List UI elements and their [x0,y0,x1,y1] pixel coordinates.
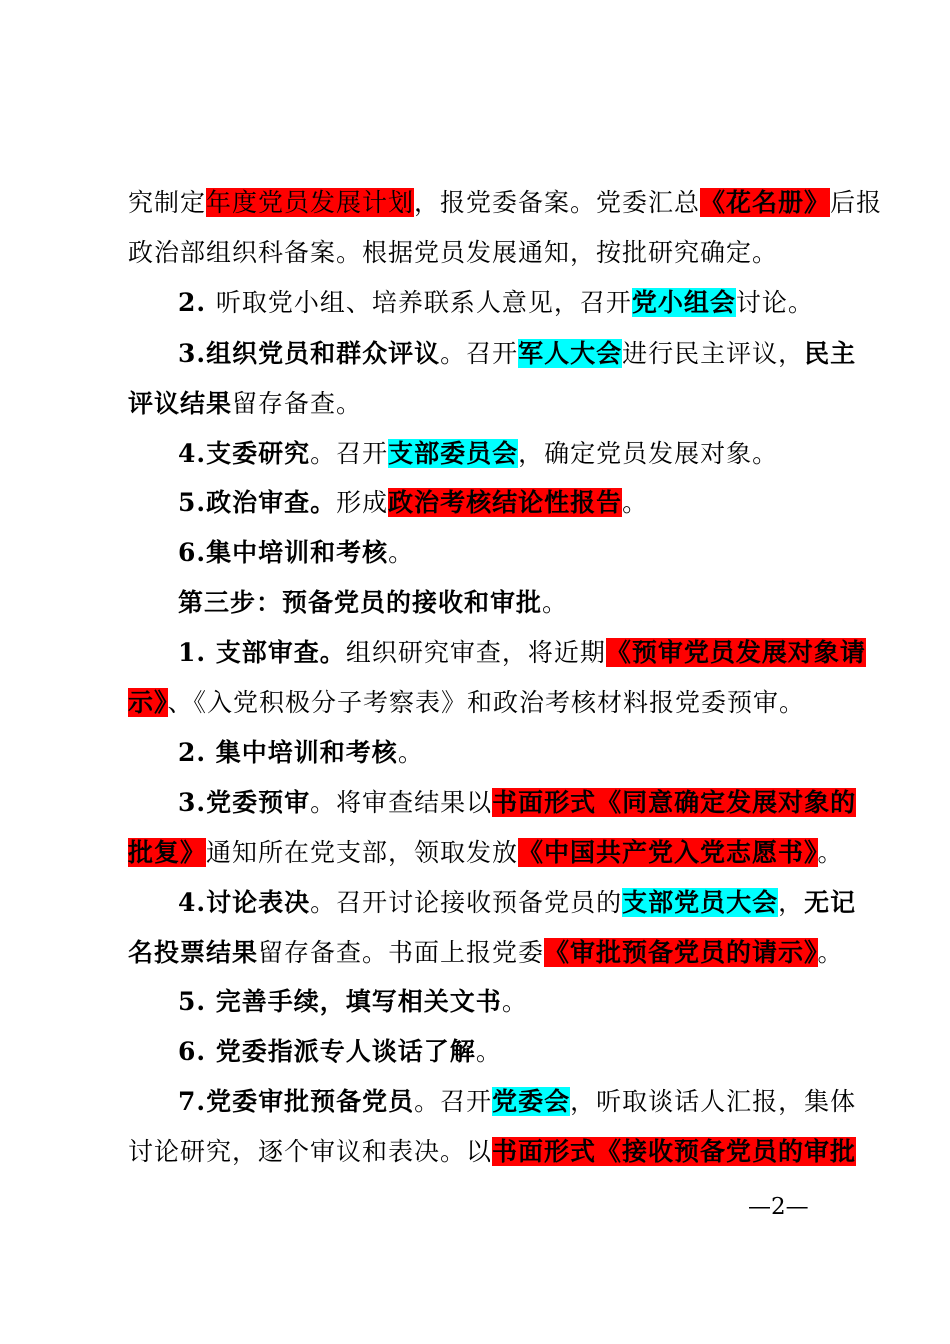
text-segment: 5. 完善手续，填写相关文书 [178,987,502,1016]
highlighted-term: 书面形式《接收预备党员的审批 [492,1137,857,1166]
text-segment: 组织研究审查，将近期 [345,638,606,667]
page-number: —2— [748,1194,809,1220]
text-line [178,1037,832,1067]
highlighted-term: 《预审党员发展对象请 [605,638,866,667]
highlighted-term: 示》 [128,688,168,717]
text-line [178,538,832,568]
text-segment: 、《入党积极分子考察表》和政治考核材料报党委预审。 [167,688,806,717]
text-segment: 后报 [830,188,883,217]
text-line [128,389,832,419]
text-segment: 形成 [336,488,389,517]
text-segment: 。 [817,838,844,867]
text-segment: 。 [475,1037,502,1066]
text-segment: 4.讨论表决 [178,888,311,917]
text-line [178,987,832,1017]
text-segment: 。召开讨论接收预备党员的 [310,888,623,917]
text-line [178,288,832,318]
text-segment: 讨论研究，逐个审议和表决。以 [128,1137,493,1166]
text-segment: 。 [501,987,528,1016]
highlighted-term: 年度党员发展计划 [206,188,415,217]
highlighted-term: 党委会 [492,1087,571,1116]
text-segment: 。 [622,488,649,517]
text-segment: 。 [388,538,415,567]
text-line [178,339,857,369]
text-segment: 。将审查结果以 [310,788,493,817]
text-line [128,838,844,868]
text-segment: 。 [397,738,424,767]
text-segment: 进行民主评议， [622,339,805,368]
text-segment: 留存备查。书面上报党委 [258,938,545,967]
highlighted-term: 批复》 [128,838,207,867]
text-segment: 。召开 [440,339,519,368]
highlighted-term: 《花名册》 [700,188,831,217]
text-segment: 7.党委审批预备党员 [178,1087,415,1116]
text-segment: 6.集中培训和考核 [178,538,389,567]
text-segment: 名投票结果 [128,938,259,967]
text-segment: 1. 支部审查。 [178,638,346,667]
highlighted-term: 党小组会 [631,288,736,317]
text-segment: ，听取谈话人汇报，集体 [570,1087,857,1116]
text-segment: 听取党小组、培养联系人意见，召开 [215,288,632,317]
text-segment: ，报党委备案。党委汇总 [414,188,701,217]
text-segment: 3.党委预审 [178,788,311,817]
text-segment: 。召开 [414,1087,493,1116]
text-segment: 讨论。 [735,288,814,317]
text-line [178,888,857,918]
text-line [178,638,866,668]
text-segment: 政治部组织科备案。根据党员发展通知，按批研究确定。 [128,238,779,267]
highlighted-term: 《审批预备党员的请示》 [544,938,818,967]
text-line [178,1087,857,1117]
text-line [178,439,832,469]
text-line [178,738,832,768]
text-segment: 究制定 [128,188,207,217]
highlighted-term: 政治考核结论性报告 [388,488,623,517]
text-segment: 留存备查。 [232,389,363,418]
text-line [128,1137,857,1167]
highlighted-term: 《中国共产党入党志愿书》 [518,838,818,867]
text-line [128,238,832,268]
text-segment: 2. [178,288,216,317]
text-line [178,488,832,518]
text-segment: ， [778,888,805,917]
text-line [178,588,832,618]
text-segment: 第三步：预备党员的接收和审批 [178,588,543,617]
text-segment: 。 [817,938,844,967]
text-segment: 2. 集中培训和考核 [178,738,398,767]
text-segment: 5.政治审查。 [178,488,337,517]
text-segment: 通知所在党支部，领取发放 [206,838,519,867]
text-line [128,938,844,968]
text-segment: 无记 [804,888,857,917]
text-segment: ，确定党员发展对象。 [518,439,779,468]
text-segment: 4.支委研究 [178,439,311,468]
text-segment: 3.组织党员和群众评议 [178,339,441,368]
highlighted-term: 书面形式《同意确定发展对象的 [492,788,857,817]
text-segment: 评议结果 [128,389,233,418]
text-line [128,188,883,218]
text-segment: 。召开 [310,439,389,468]
text-segment: 6. 党委指派专人谈话了解 [178,1037,476,1066]
highlighted-term: 支部党员大会 [622,888,779,917]
text-line [178,788,857,818]
text-segment: 。 [542,588,569,617]
highlighted-term: 支部委员会 [388,439,519,468]
text-line [128,688,832,718]
highlighted-term: 军人大会 [518,339,623,368]
text-segment: 民主 [804,339,857,368]
